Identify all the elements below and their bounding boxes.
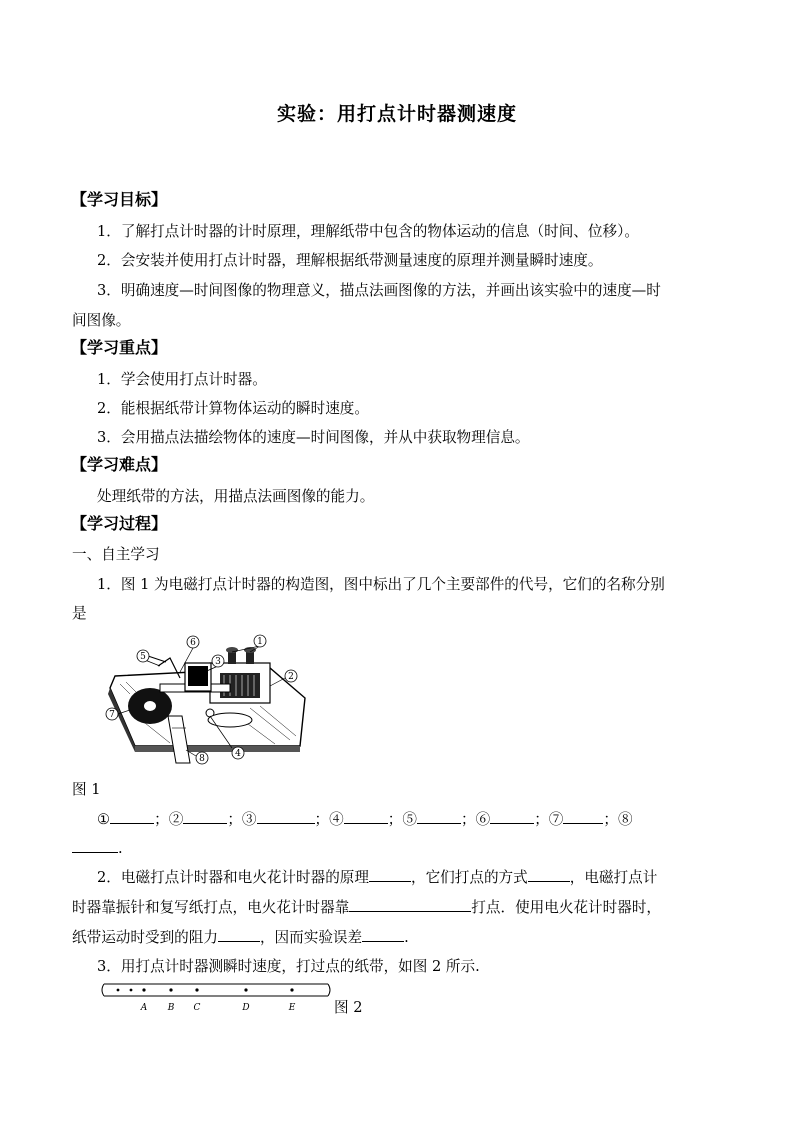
- answer-blank-8[interactable]: [72, 838, 118, 853]
- page-title: 实验：用打点计时器测速度: [276, 103, 517, 125]
- label-1: ①: [97, 811, 111, 828]
- q2-text-g: ，因而实验误差: [259, 929, 363, 946]
- svg-text:4: 4: [235, 749, 241, 759]
- separator: ；: [534, 811, 549, 828]
- question-2-line-1: [97, 867, 657, 888]
- section-heading-difficulties: 【学习难点】: [71, 455, 168, 474]
- svg-text:1: 1: [257, 637, 263, 647]
- svg-text:8: 8: [199, 754, 205, 764]
- figure-1-caption: 图 1: [72, 781, 101, 798]
- separator: ；: [227, 811, 242, 828]
- q2-text-f: 纸带运动时受到的阻力: [72, 929, 218, 946]
- q2-blank-method[interactable]: [528, 867, 570, 882]
- label-6: ⑥: [475, 811, 491, 828]
- label-4: ④: [329, 811, 344, 828]
- period: .: [404, 929, 409, 946]
- section-heading-goals: 【学习目标】: [71, 190, 168, 209]
- tape-label-a: A: [140, 1003, 148, 1013]
- svg-text:7: 7: [109, 710, 115, 720]
- tape-point-c: [195, 988, 198, 991]
- key-point-item-3: 3．会用描点法描绘物体的速度—时间图像，并从中获取物理信息。: [97, 429, 530, 446]
- answer-blank-5[interactable]: [417, 809, 461, 824]
- label-8: ⑧: [618, 811, 633, 828]
- separator: ；: [314, 811, 330, 828]
- section-heading-key-points: 【学习重点】: [71, 338, 168, 357]
- figure-2-caption: 图 2: [334, 999, 363, 1016]
- fig1-answer-blanks: [97, 809, 633, 830]
- svg-text:5: 5: [140, 652, 146, 662]
- key-point-item-1: 1．学会使用打点计时器。: [97, 371, 267, 388]
- separator: ；: [603, 811, 619, 828]
- q2-text-d: 时器靠振针和复写纸打点，电火花计时器靠: [72, 899, 350, 916]
- q2-blank-spark[interactable]: [349, 897, 471, 912]
- svg-text:6: 6: [190, 638, 196, 648]
- goal-item-3-cont: 间图像。: [72, 312, 131, 329]
- answer-blank-7[interactable]: [563, 809, 603, 824]
- separator: ；: [154, 811, 169, 828]
- section-heading-process: 【学习过程】: [71, 514, 168, 533]
- subheading-self-study: 一、自主学习: [72, 546, 160, 563]
- question-2-line-3: [72, 927, 409, 948]
- tape-label-c: C: [193, 1003, 201, 1013]
- answer-blank-3[interactable]: [257, 809, 315, 824]
- period: .: [118, 840, 123, 857]
- q2-text-b: ，它们打点的方式: [410, 869, 528, 886]
- answer-blank-1[interactable]: [110, 809, 154, 824]
- answer-blank-4[interactable]: [344, 809, 388, 824]
- tape-point-b: [169, 988, 172, 991]
- key-point-item-2: 2．能根据纸带计算物体运动的瞬时速度。: [97, 400, 369, 417]
- difficulty-item-1: 处理纸带的方法，用描点法画图像的能力。: [97, 488, 375, 505]
- question-2-line-2: [72, 897, 661, 918]
- goal-item-3: 3．明确速度—时间图像的物理意义，描点法画图像的方法，并画出该实验中的速度—时: [97, 282, 661, 299]
- tape-point-e: [290, 988, 293, 991]
- svg-text:2: 2: [288, 672, 294, 682]
- separator: ；: [387, 811, 403, 828]
- question-1-line-1: 1．图 1 为电磁打点计时器的构造图，图中标出了几个主要部件的代号，它们的名称分别: [97, 576, 665, 593]
- separator: ；: [460, 811, 476, 828]
- q2-blank-resistance[interactable]: [218, 927, 260, 942]
- q2-text-e: 打点．使用电火花计时器时，: [471, 899, 662, 916]
- svg-text:3: 3: [215, 657, 221, 667]
- tape-point-a: [142, 988, 145, 991]
- question-1-line-2: 是: [72, 605, 87, 622]
- q2-blank-principle[interactable]: [369, 867, 411, 882]
- label-5: ⑤: [402, 811, 417, 828]
- tape-label-b: B: [167, 1003, 175, 1013]
- question-3-line: 3．用打点计时器测瞬时速度，打过点的纸带，如图 2 所示.: [97, 958, 480, 975]
- tape-point-d: [244, 988, 247, 991]
- fig1-answer-blank-8-line: [72, 838, 123, 859]
- q2-text-c: ，电磁打点计: [569, 869, 658, 886]
- q2-text-a: 2．电磁打点计时器和电火花计时器的原理: [97, 869, 369, 886]
- figure-2-paper-tape: [100, 980, 336, 1016]
- goal-item-1: 1．了解打点计时器的计时原理，理解纸带中包含的物体运动的信息（时间、位移）。: [97, 223, 639, 240]
- tape-label-e: E: [288, 1003, 296, 1013]
- answer-blank-6[interactable]: [490, 809, 534, 824]
- label-7: ⑦: [548, 811, 564, 828]
- answer-blank-2[interactable]: [183, 809, 227, 824]
- goal-item-2: 2．会安装并使用打点计时器，理解根据纸带测量速度的原理并测量瞬时速度。: [97, 252, 603, 269]
- figure-1-timer-diagram: [100, 628, 310, 768]
- q2-blank-error[interactable]: [362, 927, 404, 942]
- tape-label-d: D: [242, 1003, 250, 1013]
- label-2: ②: [168, 811, 184, 828]
- label-3: ③: [241, 811, 257, 828]
